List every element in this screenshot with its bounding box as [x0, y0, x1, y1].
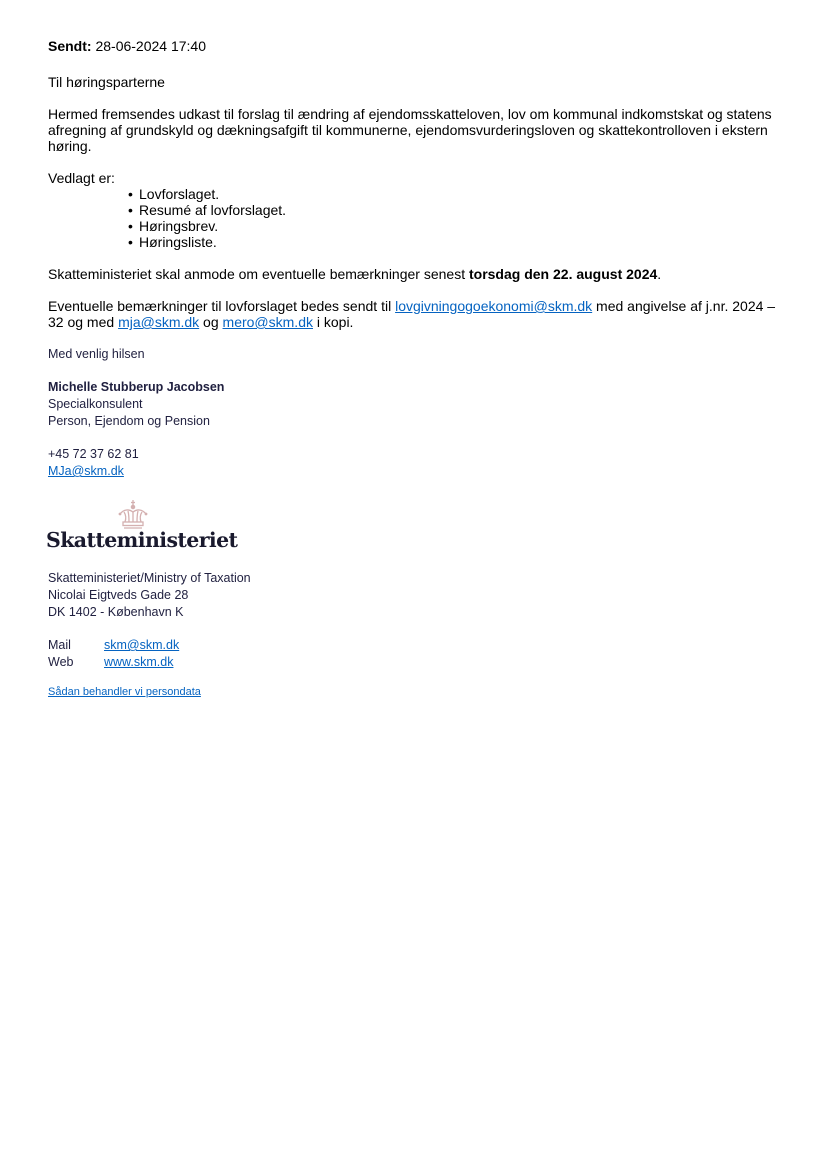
logo-wordmark: Skatteministeriet [46, 528, 238, 552]
email-document [48, 38, 788, 710]
contact-mail-link[interactable]: skm@skm.dk [104, 638, 180, 652]
greeting: Til høringsparterne [48, 74, 165, 90]
contact-label-web: Web [48, 655, 74, 669]
list-item: • Lovforslaget. [128, 186, 788, 202]
signer-name: Michelle Stubberup Jacobsen [48, 380, 225, 394]
org-street: Nicolai Eigtveds Gade 28 [48, 588, 189, 602]
sent-line [48, 38, 788, 54]
remarks-and: og [199, 314, 223, 330]
regards: Med venlig hilsen [48, 347, 145, 361]
org-name: Skatteministeriet/Ministry of Taxation [48, 571, 251, 585]
contact-table [48, 637, 788, 671]
contact-label-mail: Mail [48, 638, 71, 652]
list-item: • Resumé af lovforslaget. [128, 202, 788, 218]
remarks-suffix: i kopi. [312, 314, 354, 330]
signer-email-line [48, 463, 788, 480]
remarks-email-link[interactable]: lovgivningogoekonomi@skm.dk [395, 298, 593, 314]
cc1-email-link[interactable]: mja@skm.dk [118, 314, 200, 330]
ministry-logo [48, 500, 788, 558]
remarks-paragraph [48, 298, 788, 330]
remarks-middle: med angivelse af j.nr. 2024 – 32 og med [48, 298, 776, 330]
contact-row-web [48, 654, 788, 671]
contact-row-mail [48, 637, 788, 654]
privacy-link[interactable]: Sådan behandler vi persondata [48, 686, 201, 698]
cc2-email-link[interactable]: mero@skm.dk [222, 314, 313, 330]
signer-email-link[interactable]: MJa@skm.dk [48, 464, 124, 478]
contact-web-link[interactable]: www.skm.dk [104, 655, 174, 669]
deadline-paragraph [48, 266, 788, 282]
signer-department: Person, Ejendom og Pension [48, 414, 210, 428]
sent-label: Sendt: [48, 38, 92, 54]
intro-paragraph: Hermed fremsendes udkast til forslag til ændring af ejendomsskatteloven, lov om kommunal indkomstskat og statens afregning af grundskyld og dækningsafgift til kommunerne, ejendomsvurderingsloven og skattekontrolloven i ekstern høring. [48, 106, 772, 154]
sent-value: 28-06-2024 17:40 [95, 38, 206, 54]
attachments-list [48, 186, 788, 250]
attachments-label: Vedlagt er: [48, 170, 115, 186]
list-item: • Høringsliste. [128, 234, 788, 250]
deadline-suffix: . [657, 266, 662, 282]
signer-title: Specialkonsulent [48, 397, 143, 411]
deadline-date: torsdag den 22. august 2024 [468, 266, 658, 282]
org-city: DK 1402 - København K [48, 605, 184, 619]
remarks-prefix: Eventuelle bemærkninger til lovforslaget bedes sendt til [48, 298, 396, 314]
privacy-line [48, 685, 788, 699]
deadline-prefix: Skatteministeriet skal anmode om eventuelle bemærkninger senest [48, 266, 469, 282]
list-item: • Høringsbrev. [128, 218, 788, 234]
signer-phone: +45 72 37 62 81 [48, 447, 139, 461]
crown-icon [116, 500, 150, 530]
